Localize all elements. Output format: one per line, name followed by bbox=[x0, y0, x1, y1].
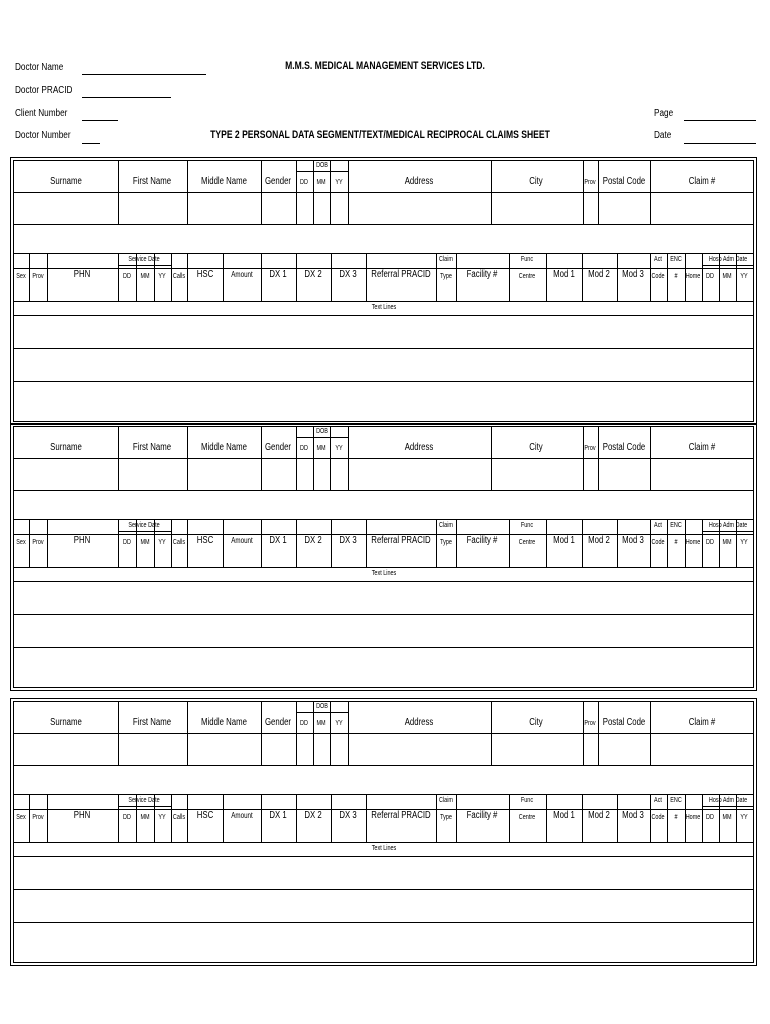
enc-label: ENC bbox=[670, 256, 682, 263]
calls-header: Calls bbox=[172, 814, 186, 821]
gender-input[interactable] bbox=[261, 458, 296, 490]
doctor-number-label: Doctor Number bbox=[15, 130, 71, 141]
text-line-input[interactable] bbox=[14, 581, 753, 614]
service-field-input[interactable] bbox=[617, 268, 650, 301]
service-field-input[interactable] bbox=[171, 268, 187, 301]
service-field-input[interactable] bbox=[118, 534, 136, 567]
act-code-header: Code bbox=[651, 814, 665, 821]
act-label: Act bbox=[654, 256, 662, 263]
service-field-input[interactable] bbox=[47, 809, 118, 842]
grid-line bbox=[702, 531, 753, 532]
hosp-yy-header: YY bbox=[740, 814, 748, 821]
service-field-input[interactable] bbox=[456, 534, 509, 567]
gender-input[interactable] bbox=[261, 733, 296, 765]
service-field-input[interactable] bbox=[582, 268, 617, 301]
service-field-input[interactable] bbox=[47, 268, 118, 301]
mod3-header: Mod 3 bbox=[622, 810, 644, 821]
dob-mm-input[interactable] bbox=[313, 458, 330, 490]
service-field-input[interactable] bbox=[154, 268, 171, 301]
mod1-header: Mod 1 bbox=[553, 535, 575, 546]
grid-line bbox=[14, 842, 753, 843]
grid-line bbox=[14, 765, 753, 766]
service-field-input[interactable] bbox=[261, 268, 296, 301]
address-header: Address bbox=[404, 442, 434, 453]
claim-block bbox=[10, 423, 757, 691]
text-line-input[interactable] bbox=[14, 381, 753, 414]
service-field-input[interactable] bbox=[296, 809, 331, 842]
service-yy-header: YY bbox=[158, 273, 166, 280]
service-field-input[interactable] bbox=[546, 809, 582, 842]
service-dd-header: DD bbox=[123, 273, 131, 280]
claim-label: Claim bbox=[439, 522, 453, 529]
doctor-pracid-label: Doctor PRACID bbox=[15, 85, 73, 96]
grid-line bbox=[14, 301, 753, 302]
address-input[interactable] bbox=[348, 458, 491, 490]
mod3-header: Mod 3 bbox=[622, 535, 644, 546]
service-field-input[interactable] bbox=[187, 268, 223, 301]
service-field-input[interactable] bbox=[171, 534, 187, 567]
service-field-input[interactable] bbox=[456, 268, 509, 301]
service-field-input[interactable] bbox=[650, 809, 667, 842]
service-field-input[interactable] bbox=[582, 809, 617, 842]
dob-mm-header: MM bbox=[316, 179, 326, 186]
hosp-mm-header: MM bbox=[722, 273, 732, 280]
dob-dd-header: DD bbox=[300, 445, 308, 452]
facility-header: Facility # bbox=[466, 535, 498, 546]
act-label: Act bbox=[654, 522, 662, 529]
service-field-input[interactable] bbox=[617, 534, 650, 567]
service-field-input[interactable] bbox=[261, 809, 296, 842]
client-number-field[interactable] bbox=[82, 120, 118, 121]
text-line-input[interactable] bbox=[14, 856, 753, 889]
middle-name-header: Middle Name bbox=[201, 717, 247, 728]
city-input[interactable] bbox=[491, 458, 583, 490]
claim-label: Claim bbox=[439, 797, 453, 804]
claim-type-header: Type bbox=[440, 814, 452, 821]
first-name-input[interactable] bbox=[118, 458, 187, 490]
func-centre-header: Centre bbox=[518, 539, 536, 546]
service-field-input[interactable] bbox=[650, 268, 667, 301]
service-field-input[interactable] bbox=[14, 268, 29, 301]
service-field-input[interactable] bbox=[331, 809, 366, 842]
dob-yy-input[interactable] bbox=[330, 192, 348, 224]
page-field[interactable] bbox=[684, 120, 756, 121]
hosp-mm-header: MM bbox=[722, 814, 732, 821]
postal-code-header: Postal Code bbox=[602, 176, 646, 187]
sex-header: Sex bbox=[16, 539, 26, 546]
city-header: City bbox=[529, 442, 543, 453]
calls-header: Calls bbox=[172, 539, 186, 546]
prov-input[interactable] bbox=[583, 458, 598, 490]
service-field-input[interactable] bbox=[582, 534, 617, 567]
service-field-input[interactable] bbox=[702, 534, 719, 567]
amount-header: Amount bbox=[231, 270, 253, 279]
dx3-header: DX 3 bbox=[339, 269, 357, 280]
dob-header: DOB bbox=[316, 703, 328, 710]
facility-header: Facility # bbox=[466, 810, 498, 821]
func-centre-header: Centre bbox=[518, 273, 536, 280]
middle-name-input[interactable] bbox=[187, 458, 261, 490]
service-field-input[interactable] bbox=[29, 534, 47, 567]
service-field-input[interactable] bbox=[366, 534, 436, 567]
grid-line bbox=[14, 519, 753, 520]
func-centre-header: Centre bbox=[518, 814, 536, 821]
service-field-input[interactable] bbox=[736, 809, 753, 842]
service-field-input[interactable] bbox=[436, 268, 456, 301]
grid-line bbox=[14, 253, 753, 254]
text-line-input[interactable] bbox=[14, 647, 753, 680]
referral-pracid-header: Referral PRACID bbox=[371, 535, 431, 546]
hosp-yy-header: YY bbox=[740, 539, 748, 546]
func-label: Func bbox=[520, 256, 534, 263]
middle-name-header: Middle Name bbox=[201, 176, 247, 187]
hsc-header: HSC bbox=[196, 269, 214, 280]
service-field-input[interactable] bbox=[118, 809, 136, 842]
grid-line bbox=[296, 712, 348, 713]
service-date-header: Service Date bbox=[128, 522, 160, 529]
service-field-input[interactable] bbox=[29, 268, 47, 301]
service-field-input[interactable] bbox=[154, 534, 171, 567]
surname-header: Surname bbox=[50, 176, 82, 187]
home-header: Home bbox=[685, 273, 701, 280]
gender-input[interactable] bbox=[261, 192, 296, 224]
dob-mm-input[interactable] bbox=[313, 733, 330, 765]
company-name: M.M.S. MEDICAL MANAGEMENT SERVICES LTD. bbox=[285, 60, 485, 72]
grid-line bbox=[118, 806, 171, 807]
sex-header: Sex bbox=[16, 273, 26, 280]
grid-line bbox=[14, 490, 753, 491]
dob-mm-input[interactable] bbox=[313, 192, 330, 224]
middle-name-input[interactable] bbox=[187, 733, 261, 765]
first-name-input[interactable] bbox=[118, 192, 187, 224]
dx3-header: DX 3 bbox=[339, 810, 357, 821]
claim-number-input[interactable] bbox=[650, 192, 753, 224]
dob-mm-header: MM bbox=[316, 720, 326, 727]
service-field-input[interactable] bbox=[187, 809, 223, 842]
middle-name-input[interactable] bbox=[187, 192, 261, 224]
page-label: Page bbox=[654, 108, 674, 119]
dob-yy-input[interactable] bbox=[330, 458, 348, 490]
hosp-yy-header: YY bbox=[740, 273, 748, 280]
doctor-pracid-field[interactable] bbox=[82, 97, 171, 98]
postal-code-input[interactable] bbox=[598, 192, 650, 224]
grid-line bbox=[118, 531, 171, 532]
referral-pracid-header: Referral PRACID bbox=[371, 810, 431, 821]
enc-number-header: # bbox=[674, 273, 678, 280]
dob-yy-header: YY bbox=[335, 720, 343, 727]
dx1-header: DX 1 bbox=[269, 810, 287, 821]
dx1-header: DX 1 bbox=[269, 269, 287, 280]
service-field-input[interactable] bbox=[456, 809, 509, 842]
service-field-input[interactable] bbox=[296, 268, 331, 301]
service-dd-header: DD bbox=[123, 814, 131, 821]
service-field-input[interactable] bbox=[685, 809, 702, 842]
service-field-input[interactable] bbox=[736, 268, 753, 301]
service-field-input[interactable] bbox=[546, 268, 582, 301]
facility-header: Facility # bbox=[466, 269, 498, 280]
claim-type-header: Type bbox=[440, 539, 452, 546]
claim-block-frame bbox=[13, 701, 754, 963]
surname-header: Surname bbox=[50, 442, 82, 453]
service-field-input[interactable] bbox=[171, 809, 187, 842]
service-field-input[interactable] bbox=[296, 534, 331, 567]
hsc-header: HSC bbox=[196, 810, 214, 821]
dob-header: DOB bbox=[316, 162, 328, 169]
service-field-input[interactable] bbox=[154, 809, 171, 842]
address-header: Address bbox=[404, 717, 434, 728]
home-header: Home bbox=[685, 539, 701, 546]
service-field-input[interactable] bbox=[667, 534, 685, 567]
service-field-input[interactable] bbox=[14, 809, 29, 842]
claim-block bbox=[10, 157, 757, 425]
dob-dd-header: DD bbox=[300, 720, 308, 727]
grid-line bbox=[14, 567, 753, 568]
dob-header: DOB bbox=[316, 428, 328, 435]
service-yy-header: YY bbox=[158, 814, 166, 821]
enc-number-header: # bbox=[674, 814, 678, 821]
service-field-input[interactable] bbox=[223, 534, 261, 567]
claim-type-header: Type bbox=[440, 273, 452, 280]
dx1-header: DX 1 bbox=[269, 535, 287, 546]
dob-dd-input[interactable] bbox=[296, 733, 313, 765]
mod1-header: Mod 1 bbox=[553, 269, 575, 280]
address-header: Address bbox=[404, 176, 434, 187]
first-name-header: First Name bbox=[132, 176, 172, 187]
service-field-input[interactable] bbox=[223, 268, 261, 301]
dx2-header: DX 2 bbox=[304, 810, 322, 821]
grid-line bbox=[702, 806, 753, 807]
service-field-input[interactable] bbox=[29, 809, 47, 842]
sex-header: Sex bbox=[16, 814, 26, 821]
service-field-input[interactable] bbox=[47, 534, 118, 567]
hosp-dd-header: DD bbox=[706, 273, 714, 280]
dob-dd-input[interactable] bbox=[296, 458, 313, 490]
func-label: Func bbox=[520, 797, 534, 804]
service-field-input[interactable] bbox=[719, 809, 736, 842]
service-field-input[interactable] bbox=[136, 534, 154, 567]
address-input[interactable] bbox=[348, 192, 491, 224]
service-field-input[interactable] bbox=[509, 268, 546, 301]
postal-code-input[interactable] bbox=[598, 458, 650, 490]
service-field-input[interactable] bbox=[736, 534, 753, 567]
service-mm-header: MM bbox=[140, 273, 150, 280]
dx2-header: DX 2 bbox=[304, 269, 322, 280]
act-code-header: Code bbox=[651, 273, 665, 280]
grid-line bbox=[702, 265, 753, 266]
service-field-input[interactable] bbox=[702, 809, 719, 842]
text-lines-label: Text Lines bbox=[371, 304, 397, 311]
hosp-adm-date-header: Hosp Adm Date bbox=[708, 797, 748, 804]
service-field-input[interactable] bbox=[436, 534, 456, 567]
prov-header: Prov bbox=[584, 445, 596, 452]
prov-input[interactable] bbox=[583, 733, 598, 765]
claim-block bbox=[10, 698, 757, 966]
surname-input[interactable] bbox=[14, 192, 118, 224]
service-field-input[interactable] bbox=[118, 268, 136, 301]
service-prov-header: Prov bbox=[32, 814, 44, 821]
service-dd-header: DD bbox=[123, 539, 131, 546]
surname-input[interactable] bbox=[14, 458, 118, 490]
dob-mm-header: MM bbox=[316, 445, 326, 452]
service-field-input[interactable] bbox=[685, 534, 702, 567]
hsc-header: HSC bbox=[196, 535, 214, 546]
date-label: Date bbox=[654, 130, 672, 141]
grid-line bbox=[14, 794, 753, 795]
service-field-input[interactable] bbox=[223, 809, 261, 842]
text-line-input[interactable] bbox=[14, 315, 753, 348]
func-label: Func bbox=[520, 522, 534, 529]
hosp-adm-date-header: Hosp Adm Date bbox=[708, 256, 748, 263]
home-header: Home bbox=[685, 814, 701, 821]
phn-header: PHN bbox=[73, 269, 91, 280]
doctor-number-field[interactable] bbox=[82, 143, 100, 144]
dob-dd-header: DD bbox=[300, 179, 308, 186]
gender-header: Gender bbox=[264, 442, 292, 453]
claim-number-header: Claim # bbox=[688, 176, 716, 187]
grid-line bbox=[296, 437, 348, 438]
claim-block-frame bbox=[13, 426, 754, 688]
service-field-input[interactable] bbox=[667, 268, 685, 301]
dob-yy-header: YY bbox=[335, 179, 343, 186]
hosp-dd-header: DD bbox=[706, 539, 714, 546]
referral-pracid-header: Referral PRACID bbox=[371, 269, 431, 280]
middle-name-header: Middle Name bbox=[201, 442, 247, 453]
service-field-input[interactable] bbox=[136, 268, 154, 301]
claim-number-header: Claim # bbox=[688, 717, 716, 728]
prov-input[interactable] bbox=[583, 192, 598, 224]
service-field-input[interactable] bbox=[702, 268, 719, 301]
claim-number-header: Claim # bbox=[688, 442, 716, 453]
service-prov-header: Prov bbox=[32, 273, 44, 280]
dx2-header: DX 2 bbox=[304, 535, 322, 546]
text-line-input[interactable] bbox=[14, 889, 753, 922]
postal-code-input[interactable] bbox=[598, 733, 650, 765]
text-line-input[interactable] bbox=[14, 348, 753, 381]
service-field-input[interactable] bbox=[546, 534, 582, 567]
service-field-input[interactable] bbox=[331, 534, 366, 567]
postal-code-header: Postal Code bbox=[602, 442, 646, 453]
text-line-input[interactable] bbox=[14, 922, 753, 955]
amount-header: Amount bbox=[231, 536, 253, 545]
mod3-header: Mod 3 bbox=[622, 269, 644, 280]
hosp-mm-header: MM bbox=[722, 539, 732, 546]
text-lines-label: Text Lines bbox=[371, 845, 397, 852]
service-field-input[interactable] bbox=[719, 268, 736, 301]
service-date-header: Service Date bbox=[128, 256, 160, 263]
grid-line bbox=[296, 171, 348, 172]
calls-header: Calls bbox=[172, 273, 186, 280]
gender-header: Gender bbox=[264, 717, 292, 728]
city-header: City bbox=[529, 176, 543, 187]
city-input[interactable] bbox=[491, 192, 583, 224]
service-field-input[interactable] bbox=[136, 809, 154, 842]
enc-number-header: # bbox=[674, 539, 678, 546]
first-name-input[interactable] bbox=[118, 733, 187, 765]
service-field-input[interactable] bbox=[685, 268, 702, 301]
sheet-title: TYPE 2 PERSONAL DATA SEGMENT/TEXT/MEDICAL RECIPROCAL CLAIMS SHEET bbox=[210, 129, 550, 141]
act-code-header: Code bbox=[651, 539, 665, 546]
service-field-input[interactable] bbox=[14, 534, 29, 567]
gender-header: Gender bbox=[264, 176, 292, 187]
text-lines-label: Text Lines bbox=[371, 570, 397, 577]
grid-line bbox=[118, 265, 171, 266]
service-field-input[interactable] bbox=[436, 809, 456, 842]
doctor-name-field[interactable] bbox=[82, 74, 206, 75]
mod1-header: Mod 1 bbox=[553, 810, 575, 821]
mod2-header: Mod 2 bbox=[588, 535, 610, 546]
dob-dd-input[interactable] bbox=[296, 192, 313, 224]
service-field-input[interactable] bbox=[719, 534, 736, 567]
service-field-input[interactable] bbox=[667, 809, 685, 842]
service-date-header: Service Date bbox=[128, 797, 160, 804]
service-prov-header: Prov bbox=[32, 539, 44, 546]
first-name-header: First Name bbox=[132, 442, 172, 453]
text-line-input[interactable] bbox=[14, 614, 753, 647]
postal-code-header: Postal Code bbox=[602, 717, 646, 728]
dx3-header: DX 3 bbox=[339, 535, 357, 546]
claim-label: Claim bbox=[439, 256, 453, 263]
client-number-label: Client Number bbox=[15, 108, 68, 119]
claim-block-frame bbox=[13, 160, 754, 422]
service-mm-header: MM bbox=[140, 539, 150, 546]
date-field[interactable] bbox=[684, 143, 756, 144]
amount-header: Amount bbox=[231, 811, 253, 820]
service-field-input[interactable] bbox=[617, 809, 650, 842]
phn-header: PHN bbox=[73, 810, 91, 821]
enc-label: ENC bbox=[670, 797, 682, 804]
service-field-input[interactable] bbox=[650, 534, 667, 567]
dob-yy-input[interactable] bbox=[330, 733, 348, 765]
service-mm-header: MM bbox=[140, 814, 150, 821]
enc-label: ENC bbox=[670, 522, 682, 529]
phn-header: PHN bbox=[73, 535, 91, 546]
doctor-name-label: Doctor Name bbox=[15, 62, 64, 73]
service-field-input[interactable] bbox=[366, 809, 436, 842]
city-input[interactable] bbox=[491, 733, 583, 765]
act-label: Act bbox=[654, 797, 662, 804]
service-field-input[interactable] bbox=[509, 534, 546, 567]
hosp-adm-date-header: Hosp Adm Date bbox=[708, 522, 748, 529]
mod2-header: Mod 2 bbox=[588, 810, 610, 821]
prov-header: Prov bbox=[584, 720, 596, 727]
surname-header: Surname bbox=[50, 717, 82, 728]
claim-number-input[interactable] bbox=[650, 733, 753, 765]
first-name-header: First Name bbox=[132, 717, 172, 728]
service-yy-header: YY bbox=[158, 539, 166, 546]
prov-header: Prov bbox=[584, 179, 596, 186]
service-field-input[interactable] bbox=[366, 268, 436, 301]
service-field-input[interactable] bbox=[187, 534, 223, 567]
address-input[interactable] bbox=[348, 733, 491, 765]
grid-line bbox=[14, 224, 753, 225]
hosp-dd-header: DD bbox=[706, 814, 714, 821]
mod2-header: Mod 2 bbox=[588, 269, 610, 280]
service-field-input[interactable] bbox=[261, 534, 296, 567]
surname-input[interactable] bbox=[14, 733, 118, 765]
city-header: City bbox=[529, 717, 543, 728]
claim-number-input[interactable] bbox=[650, 458, 753, 490]
service-field-input[interactable] bbox=[331, 268, 366, 301]
dob-yy-header: YY bbox=[335, 445, 343, 452]
service-field-input[interactable] bbox=[509, 809, 546, 842]
